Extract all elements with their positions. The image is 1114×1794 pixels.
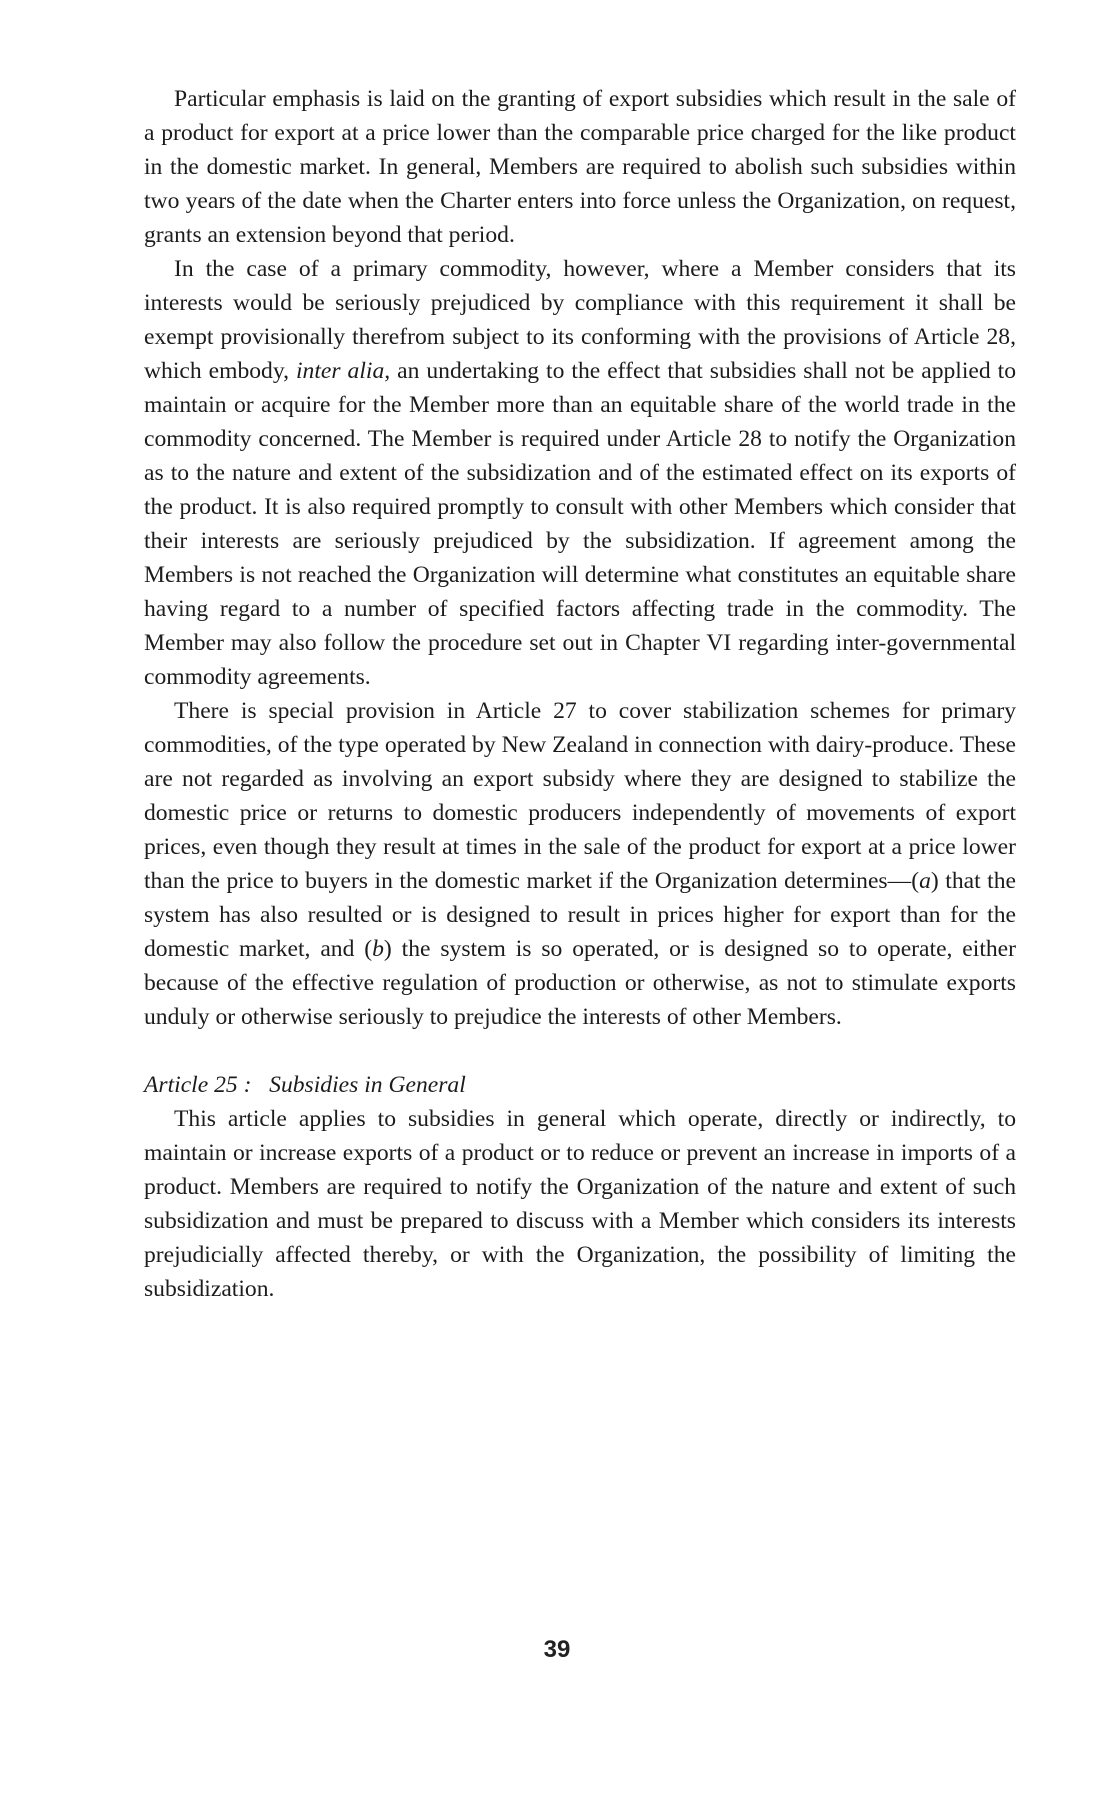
text-run: Particular emphasis is laid on the granting of export subsidies which result in the sale of a product for export at a price lower than the comparable price charged for the like product in the domestic market. In general, Members are required to abolish such subsidies within two years of the date when the Charter enters into force unless the Organization, on request, grants an extension beyond that period.	[144, 86, 1016, 248]
italic-run: a	[919, 868, 931, 894]
page-number: 39	[543, 1636, 571, 1663]
article-title: Subsidies in General	[269, 1072, 466, 1098]
paragraph-stabilization-schemes	[144, 694, 1016, 1034]
document-page	[144, 82, 1016, 1306]
paragraph-primary-commodity	[144, 252, 1016, 694]
body-text	[144, 82, 1016, 1034]
article-number: Article 25 :	[144, 1072, 252, 1098]
text-run: In the case of a primary commodity, however, where a Member considers that its interests would be seriously prejudiced by compliance with this requirement it shall be exempt provisionally therefrom subject to its conforming with the provisions of Article 28, which embody,	[144, 256, 1016, 384]
section-heading	[144, 1068, 1016, 1102]
italic-run: inter alia,	[296, 358, 391, 384]
paragraph-subsidies-in-general: This article applies to subsidies in general which operate, directly or indirectly, to maintain or increase exports of a product or to reduce or prevent an increase in imports of a product. Members are required to notify the Organization of the nature and extent of such subsidization and must be prepared to discuss with a Member which considers its interests prejudicially affected thereby, or with the Organization, the possibility of limiting the subsidization.	[144, 1106, 1016, 1302]
text-run: ) the system is so operated, or is designed so to operate, either because of the effective regulation of production or otherwise, as not to stimulate exports unduly or otherwise seriously to prejudice the interests of other Members.	[144, 936, 1017, 1030]
italic-run: b	[372, 936, 384, 962]
text-run: ) that the system has also resulted or is designed to result in prices higher for export than for the domestic market, and (	[144, 868, 1017, 962]
text-run: an undertaking to the effect that subsidies shall not be applied to maintain or acquire for the Member more than an equitable share of the world trade in the commodity concerned. The Member is required under Article 28 to notify the Organization as to the nature and extent of the subsidization and of the estimated effect on its exports of the product. It is also required promptly to consult with other Members which consider that their interests are seriously prejudiced by the subsidization. If agreement among the Members is not reached the Organization will determine what constitutes an equitable share having regard to a number of specified factors affecting trade in the commodity. The Member may also follow the procedure set out in Chapter VI regarding inter-governmental commodity agreements.	[144, 358, 1016, 690]
paragraph-export-subsidies	[144, 82, 1016, 252]
text-run: There is special provision in Article 27 to cover stabilization schemes for primary commodities, of the type operated by New Zealand in connection with dairy-produce. These are not regarded as involving an export subsidy where they are designed to stabilize the domestic price or returns to domestic producers independently of movements of export prices, even though they result at times in the sale of the product for export at a price lower than the price to buyers in the domestic market if the Organization determines—(	[144, 698, 1016, 894]
